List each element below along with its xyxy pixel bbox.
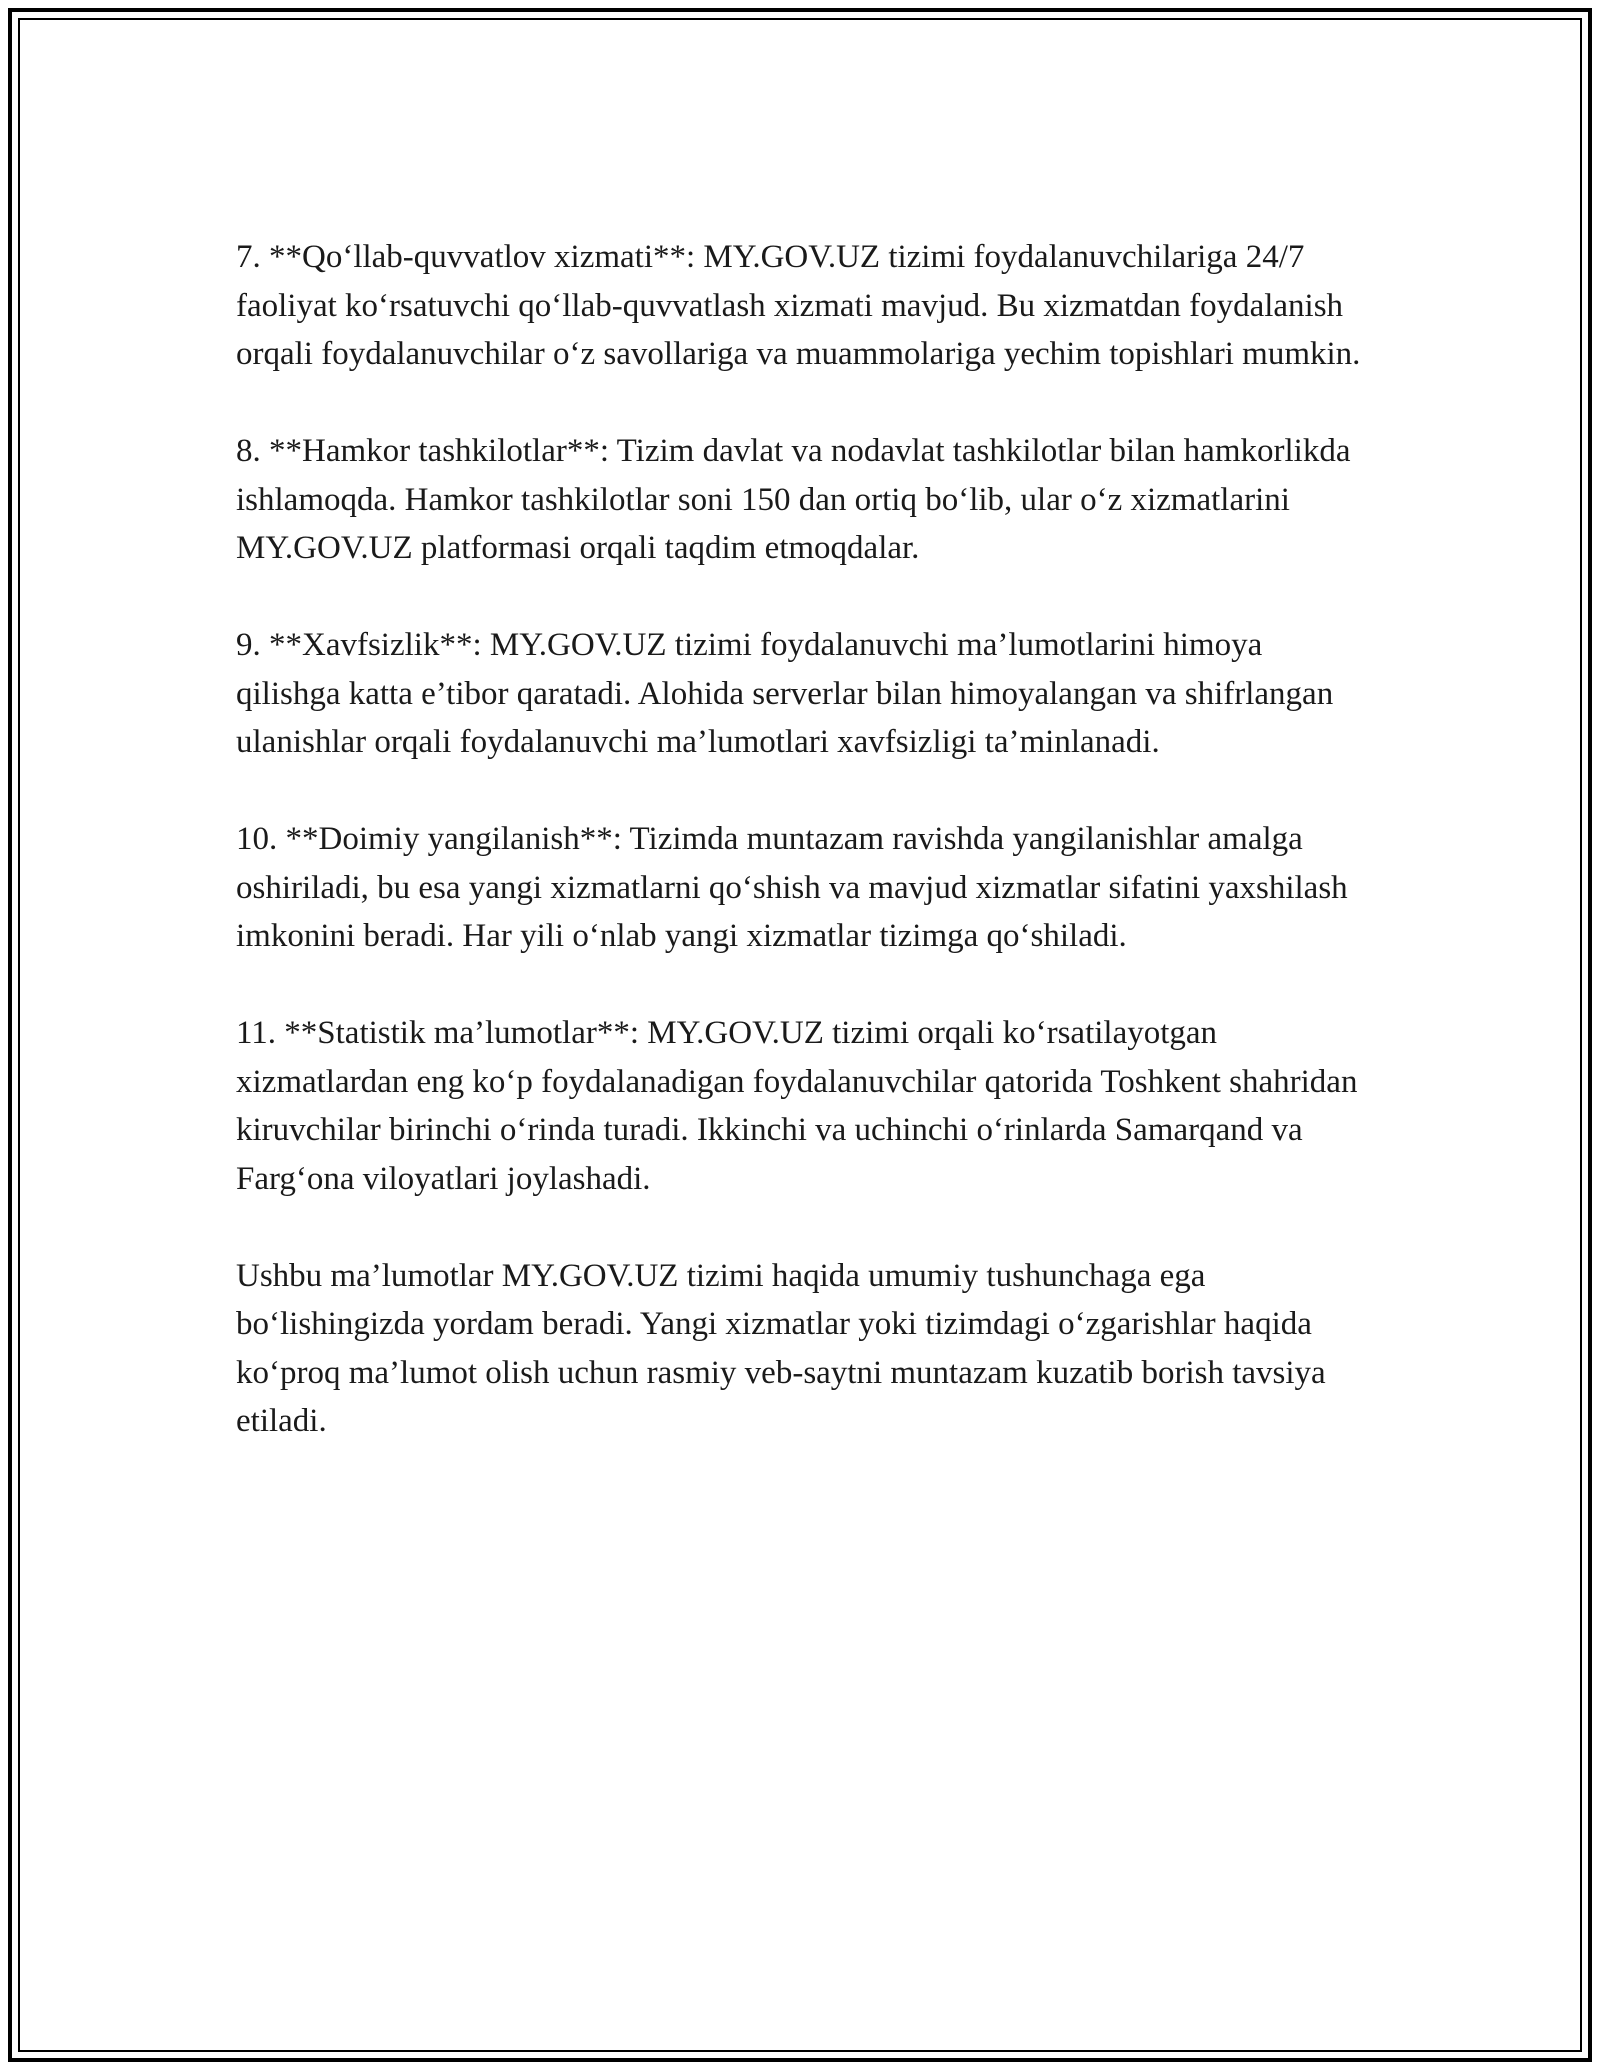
paragraph-support-service: 7. **Qo‘llab-quvvatlov xizmati**: MY.GOV.UZ tizimi foydalanuvchilariga 24/7 faoliyat ko‘rsatuvchi qo‘llab-quvvatlash xizmati mavjud. Bu xizmatdan foydalanish orqali foydalanuvchilar o‘z savollariga va muammolariga yechim topishlari mumkin. [236, 239, 1361, 372]
paragraph-partner-organizations: 8. **Hamkor tashkilotlar**: Tizim davlat va nodavlat tashkilotlar bilan hamkorlikda ishlamoqda. Hamkor tashkilotlar soni 150 dan ortiq bo‘lib, ular o‘z xizmatlarini MY.GOV.UZ platformasi orqali taqdim etmoqdalar. [236, 433, 1351, 566]
document-body [236, 233, 1366, 1494]
paragraph-constant-updates: 10. **Doimiy yangilanish**: Tizimda muntazam ravishda yangilanishlar amalga oshiriladi, bu esa yangi xizmatlarni qo‘shish va mavjud xizmatlar sifatini yaxshilash imkonini beradi. Har yili o‘nlab yangi xizmatlar tizimga qo‘shiladi. [236, 821, 1348, 954]
paragraph-security: 9. **Xavfsizlik**: MY.GOV.UZ tizimi foydalanuvchi ma’lumotlarini himoya qilishga katta e’tibor qaratadi. Alohida serverlar bilan himoyalangan va shifrlangan ulanishlar orqali foydalanuvchi ma’lumotlari xavfsizligi ta’minlanadi. [236, 627, 1334, 760]
paragraph-conclusion: Ushbu ma’lumotlar MY.GOV.UZ tizimi haqida umumiy tushunchaga ega bo‘lishingizda yordam beradi. Yangi xizmatlar yoki tizimdagi o‘zgarishlar haqida ko‘proq ma’lumot olish uchun rasmiy veb-saytni muntazam kuzatib borish tavsiya etiladi. [236, 1257, 1326, 1439]
paragraph-statistics: 11. **Statistik ma’lumotlar**: MY.GOV.UZ tizimi orqali ko‘rsatilayotgan xizmatlardan eng ko‘p foydalanadigan foydalanuvchilar qatorida Toshkent shahridan kiruvchilar birinchi o‘rinda turadi. Ikkinchi va uchinchi o‘rinlarda Samarqand va Farg‘ona viloyatlari joylashadi. [236, 1015, 1358, 1197]
